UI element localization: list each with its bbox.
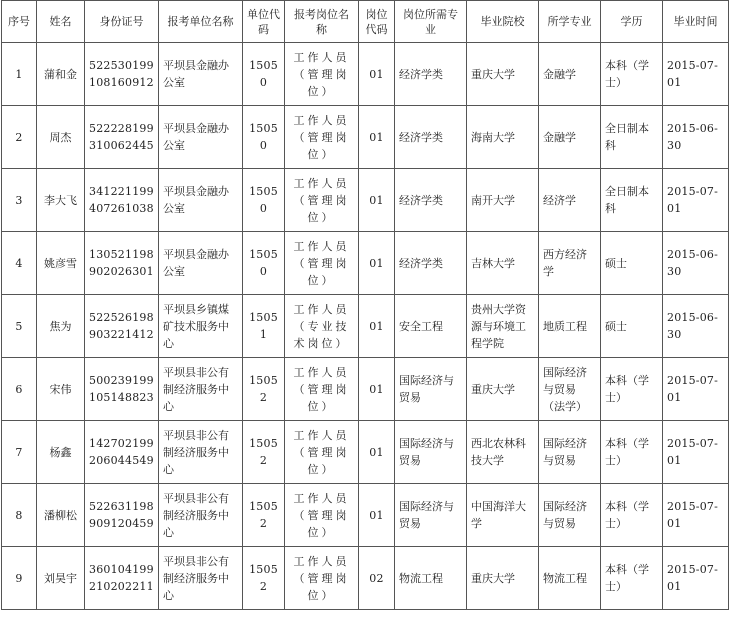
school-cell: 南开大学 bbox=[467, 169, 539, 232]
school-cell: 西北农林科技大学 bbox=[467, 421, 539, 484]
degree-cell: 本科（学士） bbox=[601, 484, 663, 547]
degree-cell: 硕士 bbox=[601, 232, 663, 295]
school-cell: 中国海洋大学 bbox=[467, 484, 539, 547]
post-name-cell: 工作人员（管理岗位） bbox=[285, 106, 359, 169]
unit-code-cell: 15052 bbox=[243, 547, 285, 610]
id-number-cell: 360104199210202211 bbox=[85, 547, 159, 610]
row-number: 7 bbox=[2, 421, 37, 484]
unit-name-cell: 平坝县非公有制经济服务中心 bbox=[159, 421, 243, 484]
unit-code-cell: 15050 bbox=[243, 232, 285, 295]
id-number-cell: 522631198909120459 bbox=[85, 484, 159, 547]
degree-cell: 本科（学士） bbox=[601, 421, 663, 484]
header-cell: 毕业院校 bbox=[467, 1, 539, 43]
unit-code-cell: 15050 bbox=[243, 43, 285, 106]
id-number-cell: 142702199206044549 bbox=[85, 421, 159, 484]
name-cell: 潘柳松 bbox=[37, 484, 85, 547]
post-name-cell: 工作人员（管理岗位） bbox=[285, 421, 359, 484]
post-name-cell: 工作人员（管理岗位） bbox=[285, 547, 359, 610]
row-number: 9 bbox=[2, 547, 37, 610]
unit-code-cell: 15051 bbox=[243, 295, 285, 358]
table-row bbox=[2, 547, 729, 610]
major-cell: 国际经济与贸易（法学） bbox=[539, 358, 601, 421]
unit-code-cell: 15052 bbox=[243, 484, 285, 547]
row-number: 1 bbox=[2, 43, 37, 106]
graduation-date-cell: 2015-06-30 bbox=[663, 295, 729, 358]
id-number-cell: 130521198902026301 bbox=[85, 232, 159, 295]
major-cell: 国际经济与贸易 bbox=[539, 484, 601, 547]
unit-name-cell: 平坝县非公有制经济服务中心 bbox=[159, 547, 243, 610]
required-major-cell: 国际经济与贸易 bbox=[395, 421, 467, 484]
table-header-row bbox=[2, 1, 729, 43]
major-cell: 地质工程 bbox=[539, 295, 601, 358]
required-major-cell: 经济学类 bbox=[395, 43, 467, 106]
post-name-cell: 工作人员（管理岗位） bbox=[285, 43, 359, 106]
post-code-cell: 01 bbox=[359, 43, 395, 106]
unit-name-cell: 平坝县非公有制经济服务中心 bbox=[159, 358, 243, 421]
unit-code-cell: 15050 bbox=[243, 169, 285, 232]
post-name-cell: 工作人员（管理岗位） bbox=[285, 358, 359, 421]
id-number-cell: 522530199108160912 bbox=[85, 43, 159, 106]
unit-code-cell: 15052 bbox=[243, 421, 285, 484]
unit-name-cell: 平坝县非公有制经济服务中心 bbox=[159, 484, 243, 547]
degree-cell: 硕士 bbox=[601, 295, 663, 358]
name-cell: 周杰 bbox=[37, 106, 85, 169]
school-cell: 贵州大学资源与环境工程学院 bbox=[467, 295, 539, 358]
row-number: 6 bbox=[2, 358, 37, 421]
school-cell: 海南大学 bbox=[467, 106, 539, 169]
major-cell: 物流工程 bbox=[539, 547, 601, 610]
row-number: 2 bbox=[2, 106, 37, 169]
graduation-date-cell: 2015-07-01 bbox=[663, 547, 729, 610]
school-cell: 重庆大学 bbox=[467, 43, 539, 106]
row-number: 5 bbox=[2, 295, 37, 358]
header-cell: 姓名 bbox=[37, 1, 85, 43]
header-cell: 身份证号 bbox=[85, 1, 159, 43]
id-number-cell: 522228199310062445 bbox=[85, 106, 159, 169]
major-cell: 西方经济学 bbox=[539, 232, 601, 295]
required-major-cell: 经济学类 bbox=[395, 169, 467, 232]
degree-cell: 全日制本科 bbox=[601, 106, 663, 169]
unit-name-cell: 平坝县金融办公室 bbox=[159, 43, 243, 106]
major-cell: 金融学 bbox=[539, 43, 601, 106]
table-row bbox=[2, 358, 729, 421]
graduation-date-cell: 2015-07-01 bbox=[663, 484, 729, 547]
name-cell: 刘昊宇 bbox=[37, 547, 85, 610]
name-cell: 姚彦雪 bbox=[37, 232, 85, 295]
unit-name-cell: 平坝县金融办公室 bbox=[159, 169, 243, 232]
name-cell: 蒲和金 bbox=[37, 43, 85, 106]
header-cell: 所学专业 bbox=[539, 1, 601, 43]
post-name-cell: 工作人员（专业技术岗位） bbox=[285, 295, 359, 358]
table-row bbox=[2, 106, 729, 169]
major-cell: 金融学 bbox=[539, 106, 601, 169]
unit-name-cell: 平坝县金融办公室 bbox=[159, 232, 243, 295]
degree-cell: 全日制本科 bbox=[601, 169, 663, 232]
table-row bbox=[2, 295, 729, 358]
post-code-cell: 01 bbox=[359, 421, 395, 484]
row-number: 4 bbox=[2, 232, 37, 295]
header-cell: 岗位代码 bbox=[359, 1, 395, 43]
header-cell: 岗位所需专业 bbox=[395, 1, 467, 43]
name-cell: 宋伟 bbox=[37, 358, 85, 421]
major-cell: 经济学 bbox=[539, 169, 601, 232]
post-code-cell: 01 bbox=[359, 484, 395, 547]
table-row bbox=[2, 232, 729, 295]
degree-cell: 本科（学士） bbox=[601, 547, 663, 610]
table-row bbox=[2, 43, 729, 106]
row-number: 8 bbox=[2, 484, 37, 547]
major-cell: 国际经济与贸易 bbox=[539, 421, 601, 484]
name-cell: 杨鑫 bbox=[37, 421, 85, 484]
required-major-cell: 国际经济与贸易 bbox=[395, 484, 467, 547]
graduation-date-cell: 2015-06-30 bbox=[663, 232, 729, 295]
required-major-cell: 安全工程 bbox=[395, 295, 467, 358]
id-number-cell: 522526198903221412 bbox=[85, 295, 159, 358]
graduation-date-cell: 2015-07-01 bbox=[663, 43, 729, 106]
header-cell: 毕业时间 bbox=[663, 1, 729, 43]
unit-name-cell: 平坝县金融办公室 bbox=[159, 106, 243, 169]
post-code-cell: 01 bbox=[359, 106, 395, 169]
required-major-cell: 经济学类 bbox=[395, 232, 467, 295]
post-code-cell: 01 bbox=[359, 232, 395, 295]
header-cell: 学历 bbox=[601, 1, 663, 43]
header-cell: 单位代码 bbox=[243, 1, 285, 43]
id-number-cell: 500239199105148823 bbox=[85, 358, 159, 421]
header-cell: 报考岗位名称 bbox=[285, 1, 359, 43]
candidate-table bbox=[1, 0, 729, 610]
degree-cell: 本科（学士） bbox=[601, 358, 663, 421]
id-number-cell: 341221199407261038 bbox=[85, 169, 159, 232]
row-number: 3 bbox=[2, 169, 37, 232]
unit-code-cell: 15050 bbox=[243, 106, 285, 169]
graduation-date-cell: 2015-07-01 bbox=[663, 421, 729, 484]
post-code-cell: 02 bbox=[359, 547, 395, 610]
header-cell: 报考单位名称 bbox=[159, 1, 243, 43]
header-cell: 序号 bbox=[2, 1, 37, 43]
post-code-cell: 01 bbox=[359, 169, 395, 232]
table-row bbox=[2, 421, 729, 484]
post-code-cell: 01 bbox=[359, 358, 395, 421]
required-major-cell: 物流工程 bbox=[395, 547, 467, 610]
school-cell: 吉林大学 bbox=[467, 232, 539, 295]
unit-code-cell: 15052 bbox=[243, 358, 285, 421]
graduation-date-cell: 2015-06-30 bbox=[663, 106, 729, 169]
school-cell: 重庆大学 bbox=[467, 358, 539, 421]
post-name-cell: 工作人员（管理岗位） bbox=[285, 169, 359, 232]
name-cell: 李大飞 bbox=[37, 169, 85, 232]
unit-name-cell: 平坝县乡镇煤矿技术服务中心 bbox=[159, 295, 243, 358]
school-cell: 重庆大学 bbox=[467, 547, 539, 610]
degree-cell: 本科（学士） bbox=[601, 43, 663, 106]
post-code-cell: 01 bbox=[359, 295, 395, 358]
graduation-date-cell: 2015-07-01 bbox=[663, 358, 729, 421]
table-row bbox=[2, 484, 729, 547]
required-major-cell: 国际经济与贸易 bbox=[395, 358, 467, 421]
graduation-date-cell: 2015-07-01 bbox=[663, 169, 729, 232]
table-row bbox=[2, 169, 729, 232]
post-name-cell: 工作人员（管理岗位） bbox=[285, 484, 359, 547]
required-major-cell: 经济学类 bbox=[395, 106, 467, 169]
post-name-cell: 工作人员（管理岗位） bbox=[285, 232, 359, 295]
name-cell: 焦为 bbox=[37, 295, 85, 358]
